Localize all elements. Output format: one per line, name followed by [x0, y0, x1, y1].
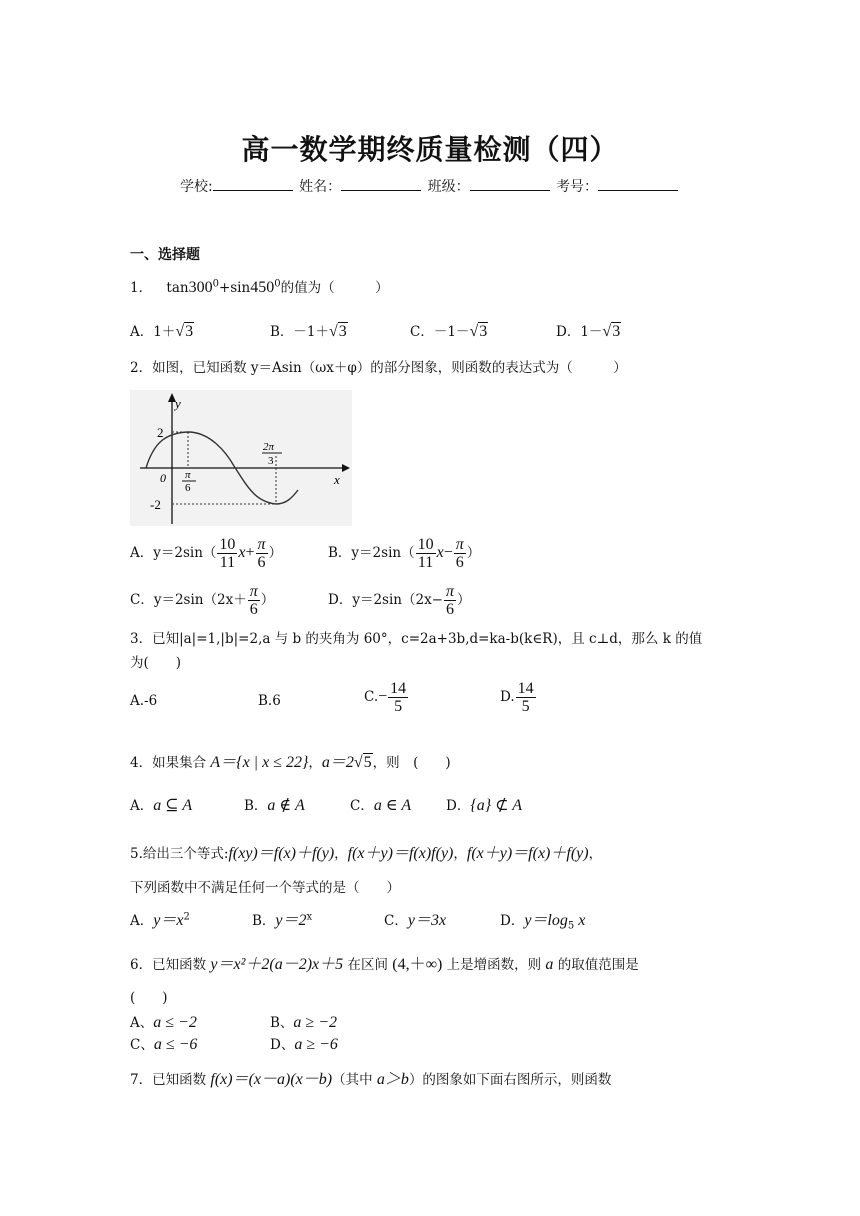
school-label: 学校:	[179, 179, 213, 195]
question-5-option-b[interactable]	[252, 907, 312, 930]
option-label: A．	[130, 798, 154, 814]
radicand: 3	[479, 323, 488, 340]
radicand: 3	[185, 323, 194, 340]
stem-text: （其中	[332, 1072, 377, 1088]
equation-1: f(xy)＝f(x)＋f(y)	[228, 845, 335, 862]
question-5-stem-line2: 下列函数中不满足任何一个等式的是（ ）	[130, 880, 400, 896]
question-5-stem-line1	[130, 840, 602, 863]
fraction	[248, 583, 260, 618]
name-label: 姓名：	[299, 179, 342, 195]
school-blank	[213, 176, 293, 191]
question-1-stem	[130, 276, 389, 297]
exponent: x	[306, 911, 313, 923]
close-paren: ）	[457, 592, 471, 608]
sqrt: √3	[329, 323, 347, 340]
question-4-stem	[130, 749, 451, 772]
question-6-option-d[interactable]	[270, 1033, 338, 1054]
exam-number-label: 考号：	[556, 179, 599, 195]
question-3-option-d[interactable]	[500, 680, 537, 715]
stem-tail: ，则 ( )	[372, 755, 451, 771]
stem-text: 在区间	[343, 957, 393, 973]
option-text: －1－	[433, 324, 470, 340]
option-label: D．y＝2sin（2x−	[328, 592, 443, 608]
fraction	[444, 583, 456, 618]
numerator: π	[257, 536, 266, 553]
numerator: 14	[390, 680, 407, 697]
question-4-option-d[interactable]	[446, 794, 522, 815]
question-2-option-d[interactable]	[328, 583, 471, 618]
stem-text: 5.给出三个等式:	[130, 846, 229, 862]
sqrt: √3	[469, 323, 488, 340]
fraction	[388, 680, 408, 715]
sign: +	[245, 544, 255, 561]
numerator: π	[455, 536, 464, 553]
numerator: 10	[219, 536, 236, 553]
radicand: 3	[338, 323, 347, 340]
option-expression: a ≥ −2	[293, 1014, 337, 1031]
question-2-option-c[interactable]	[130, 583, 274, 618]
question-1-option-a[interactable]	[130, 320, 194, 341]
option-expression: y＝2	[275, 912, 307, 929]
student-info-line	[0, 176, 860, 196]
exponent: 2	[183, 911, 190, 923]
denominator: 5	[521, 698, 530, 715]
question-6-stem-line2: ( )	[130, 990, 168, 1006]
denominator: 6	[455, 554, 464, 571]
comma: ，	[308, 755, 322, 771]
question-1-option-c[interactable]	[410, 320, 488, 341]
y-min-label: -2	[150, 497, 161, 512]
option-expression: a ≤ −2	[153, 1014, 197, 1031]
option-label: A．	[130, 324, 154, 340]
option-expression: y＝x	[153, 912, 184, 929]
question-6-option-c[interactable]	[130, 1033, 197, 1054]
stem-text: 上是增函数，则	[442, 957, 546, 973]
sqrt: √5	[353, 754, 372, 771]
option-expression: y＝log	[524, 912, 568, 929]
two-pi-label: 2π	[263, 441, 275, 453]
fraction	[454, 536, 466, 571]
option-label: D、	[270, 1037, 295, 1053]
option-expression: a ∈ A	[373, 797, 412, 814]
degree-mark: 0	[212, 278, 219, 290]
fraction	[217, 536, 237, 571]
stem-text: 6．已知函数	[130, 957, 211, 973]
sign: −	[378, 688, 388, 705]
option-label: A．y＝2sin（	[130, 545, 217, 561]
option-text: 1－	[580, 324, 603, 340]
pi-label: π	[185, 469, 191, 481]
question-number: 1．	[130, 280, 153, 296]
function-expression: y＝x²＋2(a－2)x＋5	[210, 956, 344, 973]
class-blank	[470, 176, 550, 191]
denominator: 6	[446, 601, 454, 618]
x-axis-label: x	[334, 472, 340, 487]
sin-angle: 450	[250, 279, 275, 296]
option-label: C．y＝2sin（2x＋	[130, 592, 247, 608]
radicand: 3	[612, 323, 621, 340]
option-expression: a ⊆ A	[153, 797, 193, 814]
log-base: 5	[567, 920, 575, 932]
stem-tail: ）的图象如下面右图所示，则函数	[408, 1072, 612, 1088]
option-label: C.	[364, 689, 379, 705]
option-expression: y＝3x	[407, 912, 447, 929]
question-2-stem: 2．如图，已知函数 y＝Asin（ωx＋φ）的部分图象，则函数的表达式为（ ）	[130, 360, 627, 376]
option-label: D．	[556, 324, 581, 340]
y-max-label: 2	[157, 425, 164, 440]
option-label: B、	[270, 1015, 294, 1031]
option-label: D．	[446, 798, 471, 814]
function-expression: f(x)＝(x－a)(x－b)	[210, 1071, 333, 1088]
close-paren: ）	[466, 545, 481, 561]
option-label: D．	[500, 913, 525, 929]
option-label: D.	[500, 689, 515, 705]
y-axis-label: y	[175, 396, 181, 411]
question-4-option-b[interactable]	[244, 794, 305, 815]
denominator: 11	[219, 554, 236, 571]
question-5-option-a[interactable]	[130, 907, 190, 930]
option-label: B．	[252, 913, 276, 929]
a-expression: a＝2	[321, 754, 354, 771]
question-3-option-a[interactable]: A.-6	[130, 693, 158, 709]
stem-text: 4．如果集合	[130, 755, 211, 771]
option-expression: a ≤ −6	[153, 1036, 198, 1053]
variable: x	[436, 544, 444, 561]
question-6-option-b[interactable]	[270, 1011, 337, 1032]
radicand: 5	[363, 754, 372, 771]
sin-text: +sin	[218, 280, 251, 296]
numerator: 10	[417, 536, 434, 553]
stem-text: 7．已知函数	[130, 1072, 211, 1088]
six-label: 6	[185, 482, 191, 494]
tan-angle: 300	[188, 279, 213, 296]
option-label: A．	[130, 913, 154, 929]
stem-tail: 的取值范围是	[553, 957, 639, 973]
degree-mark: 0	[274, 278, 281, 290]
question-2-option-a[interactable]	[130, 536, 282, 571]
question-6-option-a[interactable]	[130, 1011, 197, 1032]
fraction	[256, 536, 268, 571]
variable: x	[238, 544, 246, 561]
denominator: 6	[257, 554, 266, 571]
equation-3: f(x＋y)＝f(x)＋f(y)	[466, 845, 589, 862]
tan-text: tan	[166, 280, 189, 296]
option-expression: a ≥ −6	[294, 1036, 338, 1053]
question-5-option-c[interactable]	[384, 907, 446, 930]
question-3-stem-line1: 3．已知|a|=1,|b|=2,a 与 b 的夹角为 60°，c=2a+3b,d=ka-b(k∈R)，且 c⊥d，那么 k 的值	[130, 631, 703, 647]
denominator: 5	[394, 698, 403, 715]
question-3-stem-line2: 为( )	[130, 655, 182, 671]
close-paren: ）	[260, 592, 275, 608]
option-label: B．	[244, 798, 268, 814]
option-label: C．	[410, 324, 434, 340]
set-expression: A＝{x | x ≤ 22}	[210, 754, 309, 771]
question-1-option-b[interactable]	[270, 320, 348, 341]
question-5-option-d[interactable]	[500, 907, 585, 932]
question-3-option-b[interactable]: B.6	[258, 693, 281, 709]
variable: a	[545, 956, 554, 973]
equation-2: f(x＋y)＝f(x)f(y)	[347, 845, 454, 862]
option-label: C．	[384, 913, 408, 929]
numerator: 14	[517, 680, 534, 697]
option-text: －1＋	[293, 324, 330, 340]
question-1-option-d[interactable]	[556, 320, 621, 341]
option-label: C、	[130, 1037, 154, 1053]
sqrt: √3	[175, 323, 194, 340]
close-paren: ）	[268, 545, 283, 561]
option-expression: {a} ⊄ A	[470, 797, 523, 814]
three-label: 3	[268, 455, 274, 467]
figure-background	[130, 390, 352, 526]
option-expression-tail: x	[574, 912, 586, 929]
sqrt: √3	[602, 323, 621, 340]
question-4-option-c[interactable]	[350, 794, 411, 815]
numerator: π	[249, 583, 258, 600]
fraction	[516, 680, 536, 715]
denominator: 6	[249, 601, 258, 618]
exam-number-blank	[598, 176, 678, 191]
question-3-option-c[interactable]	[364, 680, 409, 715]
option-label: B．	[270, 324, 294, 340]
option-label: C．	[350, 798, 374, 814]
separator: ，	[588, 846, 603, 862]
question-tail: 的值为（ ）	[280, 280, 389, 296]
option-label: B．y＝2sin（	[328, 545, 415, 561]
question-2-option-b[interactable]	[328, 536, 480, 571]
condition: a＞b	[376, 1071, 409, 1088]
origin-label: 0	[160, 471, 166, 485]
sign: −	[443, 544, 453, 561]
numerator: π	[446, 583, 455, 600]
section-title: 一、选择题	[130, 247, 200, 263]
question-6-stem-line1	[130, 951, 639, 974]
interval: (4,＋∞)	[392, 956, 443, 973]
option-label: A、	[130, 1015, 154, 1031]
denominator: 11	[417, 554, 434, 571]
separator: ，	[453, 846, 467, 862]
separator: ，	[334, 846, 348, 862]
question-7-stem	[130, 1066, 611, 1089]
class-label: 班级：	[427, 179, 470, 195]
question-4-option-a[interactable]	[130, 794, 192, 815]
fraction	[416, 536, 436, 571]
sine-graph-figure	[130, 390, 352, 526]
option-expression: a ∉ A	[267, 797, 305, 814]
name-blank	[341, 176, 421, 191]
option-text: 1＋	[153, 324, 176, 340]
page-title: 高一数学期终质量检测（四）	[241, 133, 619, 166]
